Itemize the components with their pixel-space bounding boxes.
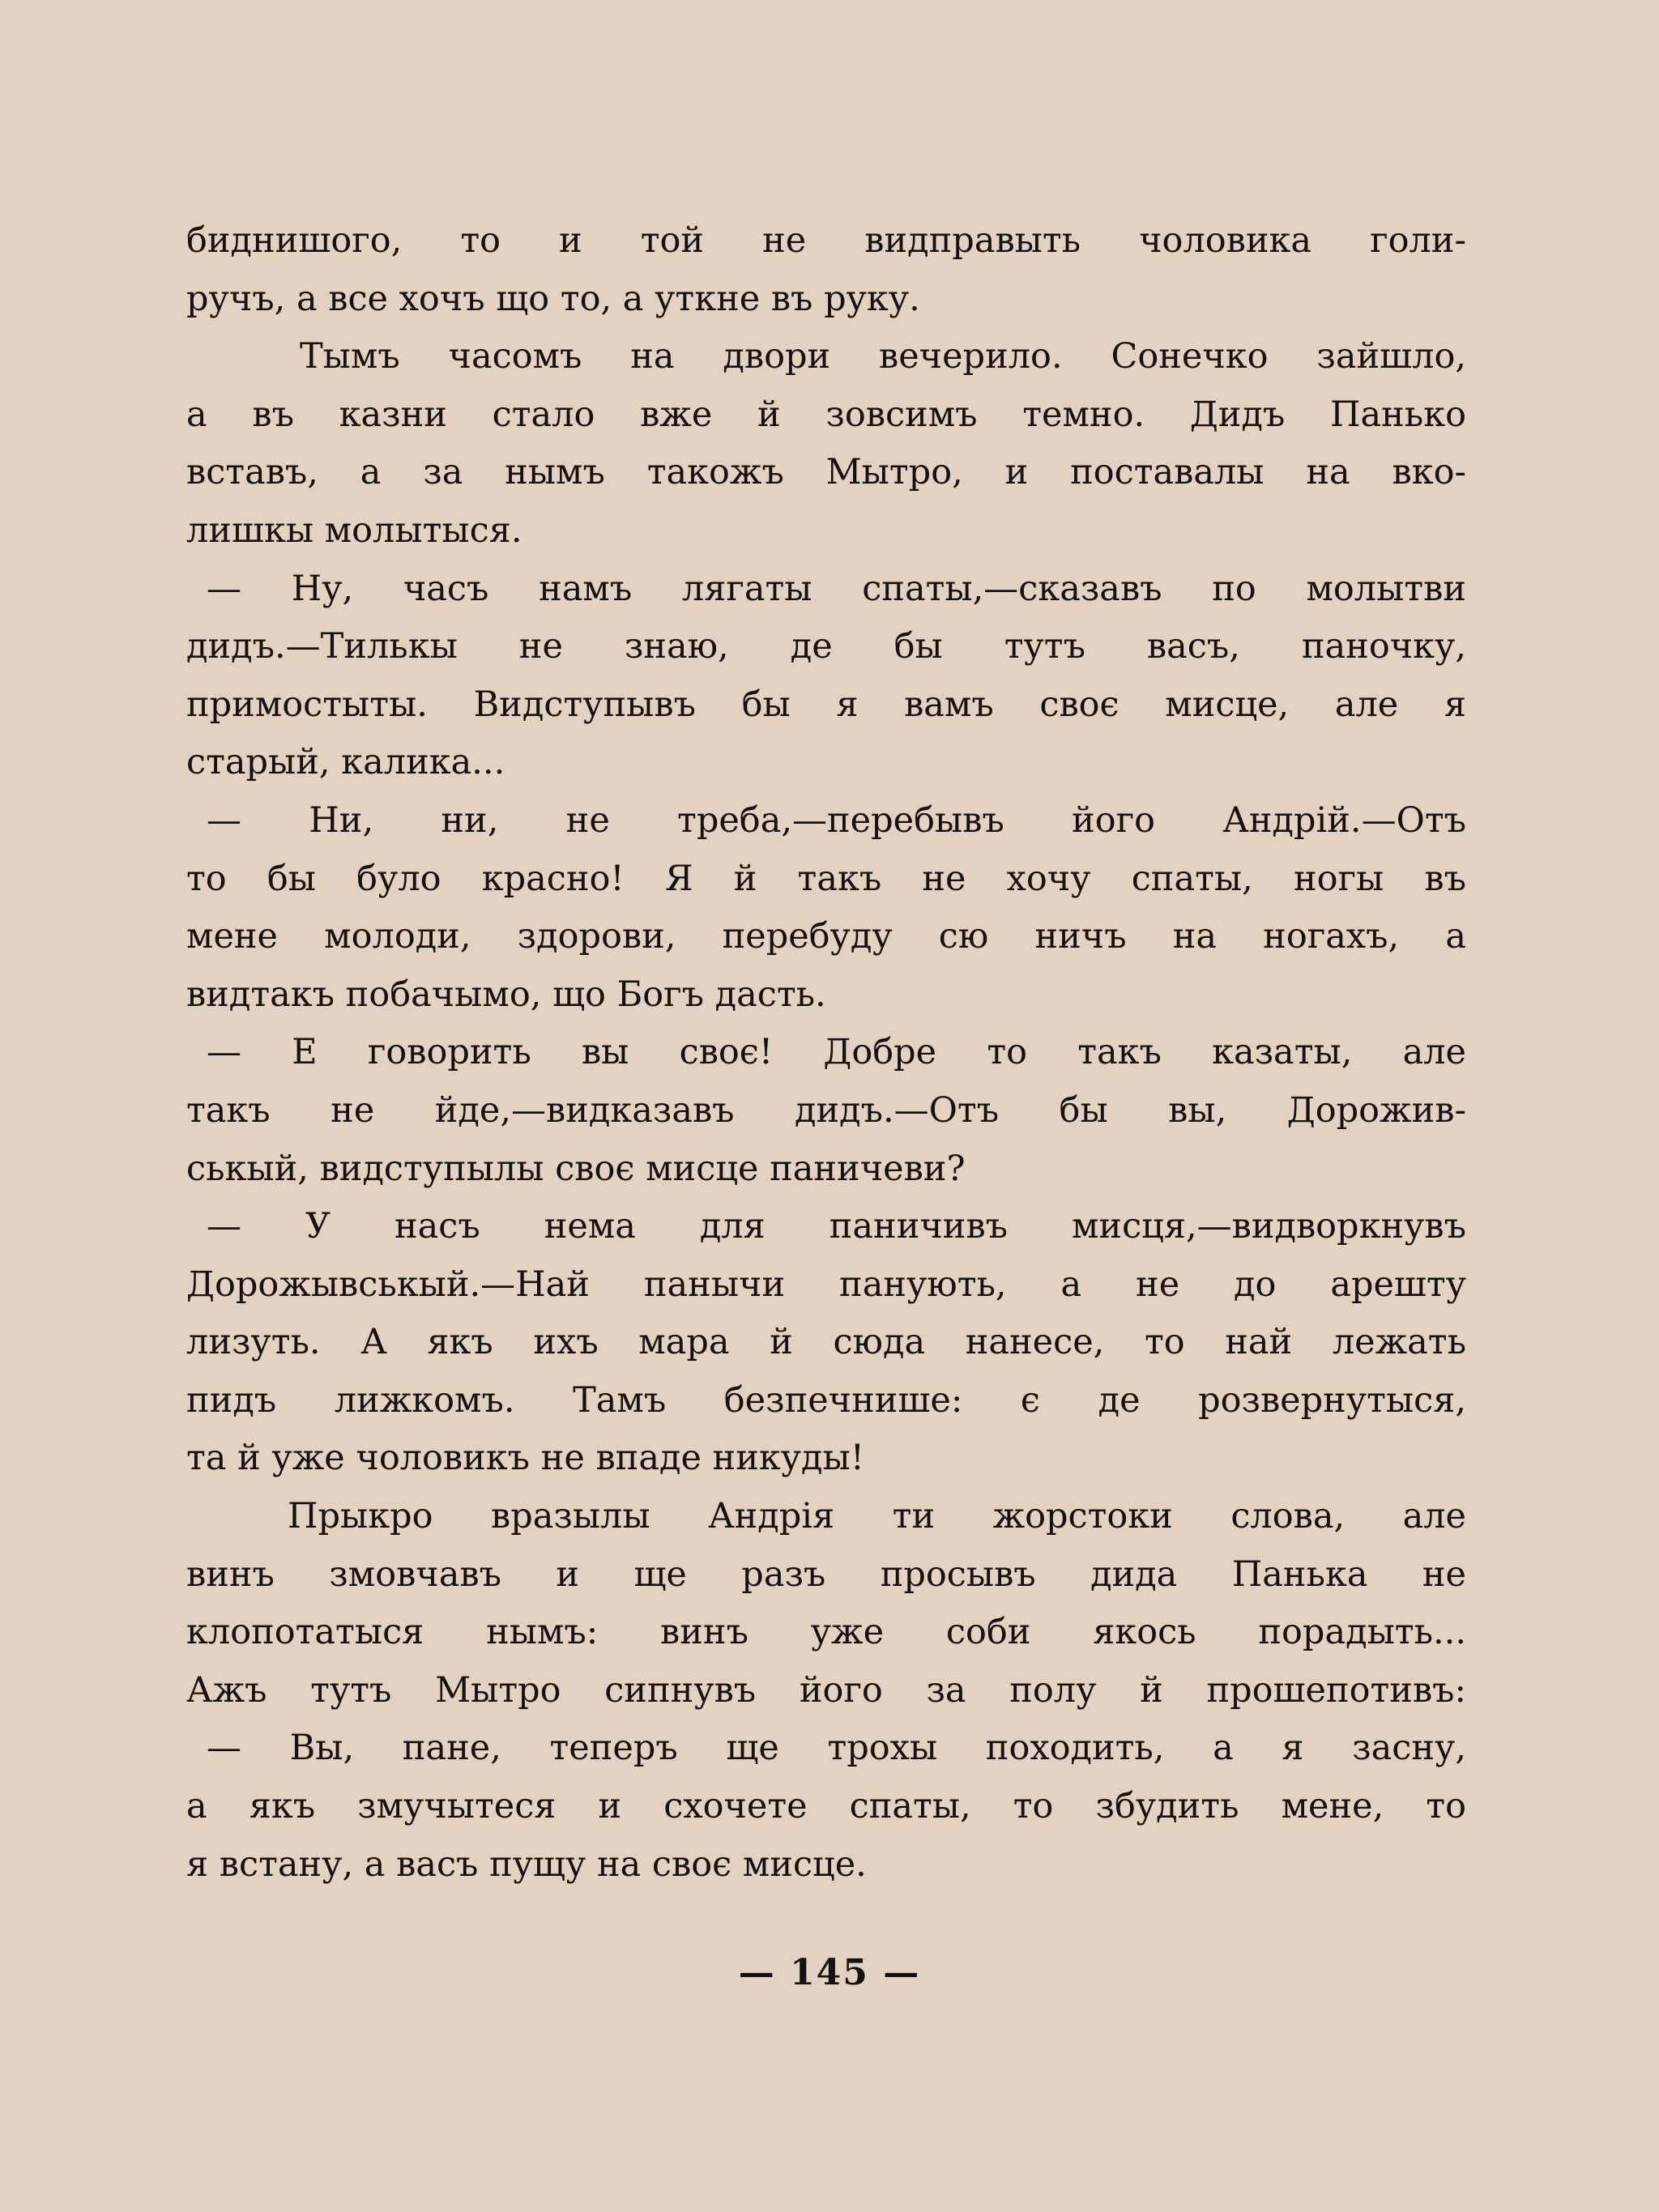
body-text	[186, 212, 1466, 1894]
text-line: то бы було красно! Я й такъ не хочу спаты, ногы въ	[186, 858, 1466, 899]
page-number: — 145 —	[738, 1952, 921, 1993]
text-line: та й уже чоловикъ не впаде никуды!	[186, 1438, 865, 1479]
text-line: — Вы, пане, теперъ ще трохы походить, а я засну,	[207, 1728, 1466, 1769]
text-line: а въ казни стало вже й зовсимъ темно. Дидъ Панько	[186, 394, 1466, 435]
text-line: видтакъ побачымо, що Богъ дасть.	[186, 974, 826, 1015]
text-line: — У насъ нема для паничивъ мисця,—видворкнувъ	[207, 1206, 1466, 1247]
text-line: пидъ лижкомъ. Тамъ безпечнише: є де розвернутыся,	[186, 1379, 1466, 1421]
text-line: вставъ, а за нымъ такожъ Мытро, и поставалы на вко-	[186, 452, 1466, 493]
text-line: такъ не йде,—видказавъ дидъ.—Отъ бы вы, Дорожив-	[186, 1089, 1466, 1131]
text-line: я встану, а васъ пущу на своє мисце.	[186, 1843, 867, 1885]
text-line: Дорожывськый.—Най панычи панують, а не до арешту	[186, 1264, 1466, 1305]
text-line: Тымъ часомъ на двори вечерило. Сонечко зайшло,	[300, 336, 1466, 377]
text-line: примостыты. Видступывъ бы я вамъ своє мисце, але я	[186, 684, 1466, 725]
text-line: старый, калика...	[186, 742, 505, 783]
text-line: Прыкро вразылы Андрія ти жорстоки слова, але	[288, 1496, 1466, 1537]
text-line: ручъ, а все хочъ що то, а уткне въ руку.	[186, 278, 920, 319]
text-line: мене молоди, здорови, перебуду сю ничъ на ногахъ, а	[186, 916, 1466, 957]
text-line: биднишого, то и той не видправыть чоловика голи-	[186, 220, 1466, 261]
text-line: винъ змовчавъ и ще разъ просывъ дида Панька не	[186, 1554, 1466, 1595]
text-line: лишкы молытыся.	[186, 509, 522, 551]
text-line: клопотатыся нымъ: винъ уже соби якось порадыть...	[186, 1612, 1466, 1653]
text-line: лизуть. А якъ ихъ мара й сюда нанесе, то най лежать	[186, 1322, 1466, 1363]
text-line: — Е говорить вы своє! Добре то такъ казаты, але	[207, 1032, 1466, 1073]
text-line: дидъ.—Тилькы не знаю, де бы тутъ васъ, паночку,	[186, 626, 1466, 667]
text-line: ськый, видступылы своє мисце паничеви?	[186, 1148, 966, 1189]
text-line: — Ну, часъ намъ лягаты спаты,—сказавъ по молытви	[207, 568, 1466, 609]
text-line: а якъ змучытеся и схочете спаты, то збудить мене, то	[186, 1786, 1466, 1827]
text-line: Ажъ тутъ Мытро сипнувъ його за полу й прошепотивъ:	[186, 1669, 1466, 1711]
text-line: — Ни, ни, не треба,—перебывъ його Андрій.—Отъ	[207, 799, 1466, 841]
